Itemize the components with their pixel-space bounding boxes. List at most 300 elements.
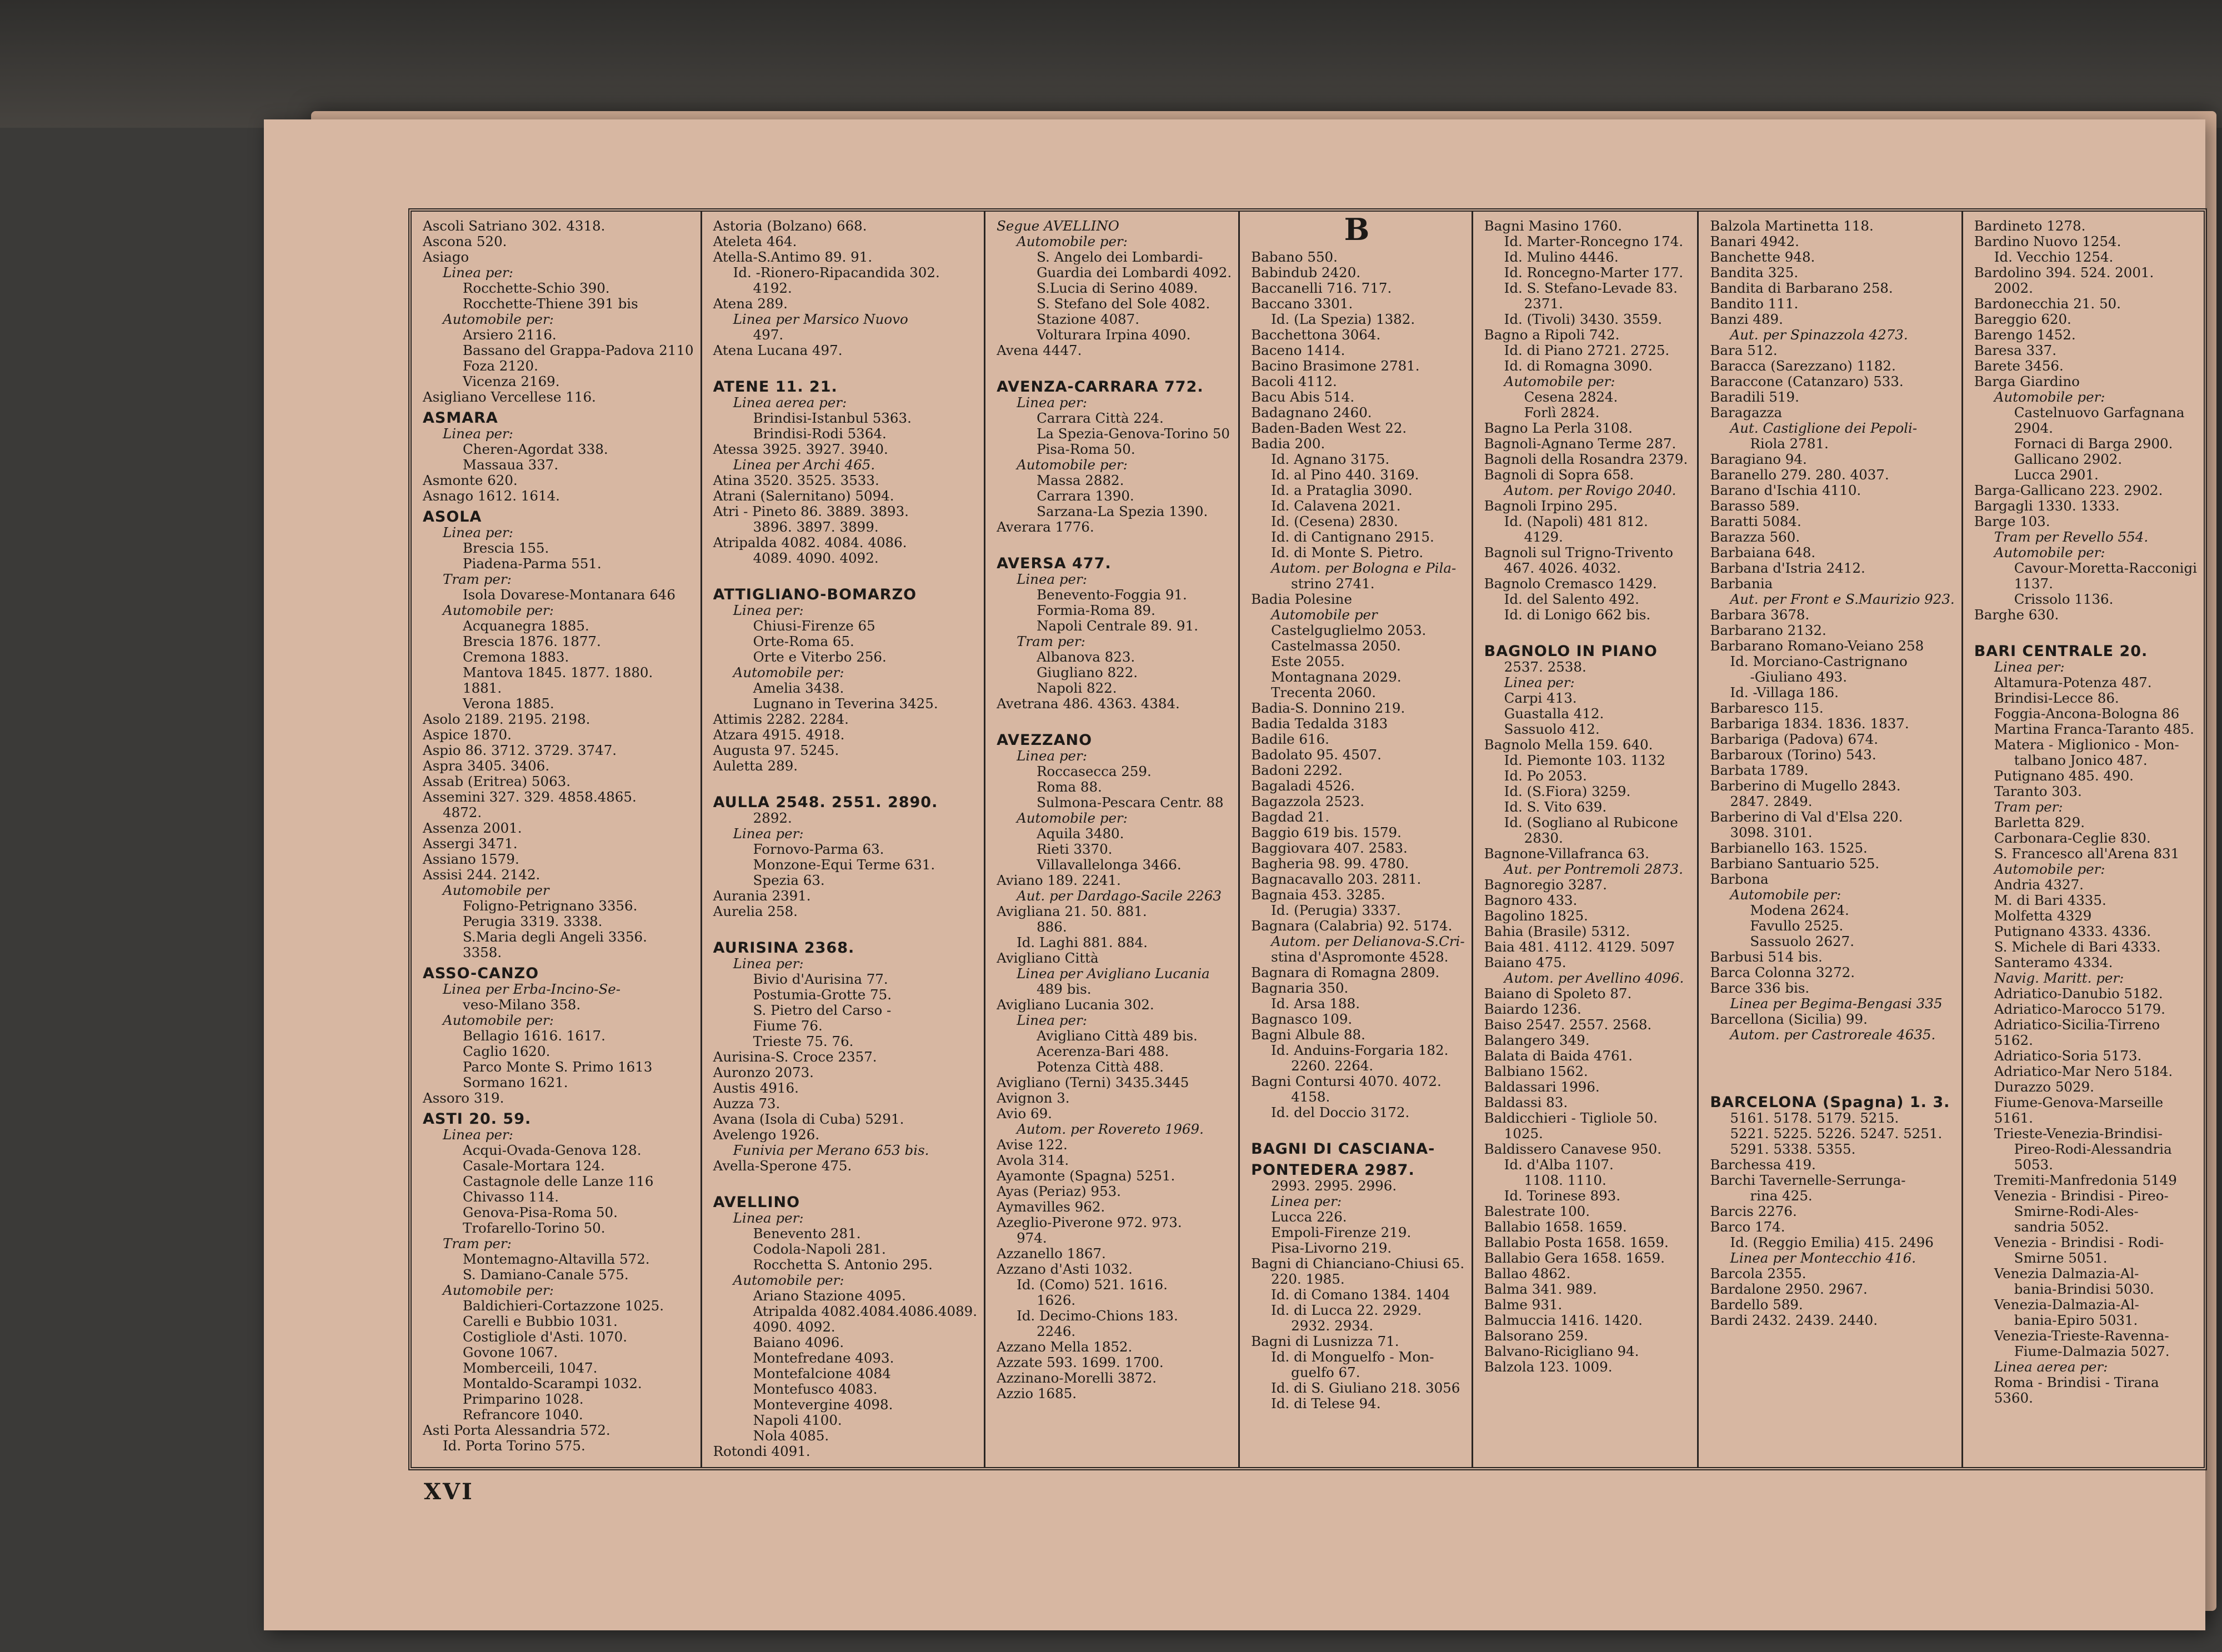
index-entry: Assenza 2001. — [423, 820, 522, 836]
index-entry: Astoria (Bolzano) 668. — [713, 218, 867, 234]
index-entry: Id. (Sogliano al Rubicone — [1504, 814, 1678, 830]
index-entry: Aurania 2391. — [713, 888, 811, 904]
index-entry — [1710, 1043, 1954, 1058]
index-entry: Baiano 4096. — [753, 1334, 844, 1350]
index-entry: Bagnara di Romagna 2809. — [1251, 964, 1440, 980]
index-entry: 974. — [1017, 1230, 1047, 1246]
index-entry: Autom. per Castroreale 4635. — [1730, 1027, 1936, 1043]
index-entry: Bardonecchia 21. 50. — [1974, 296, 2121, 312]
index-entry: Barca Colonna 3272. — [1710, 964, 1855, 980]
index-entry: Assergi 3471. — [423, 835, 518, 852]
index-entry: Bagdad 21. — [1251, 809, 1330, 825]
index-entry: Barano d'Ischia 4110. — [1710, 482, 1861, 498]
index-entry — [1974, 623, 2197, 638]
index-entry: Baggiovara 407. 2583. — [1251, 840, 1408, 856]
index-entry: Barco 174. — [1710, 1219, 1785, 1235]
index-entry: 5221. 5225. 5226. 5247. 5251. — [1730, 1125, 1943, 1142]
index-entry: 2830. — [1524, 830, 1563, 846]
index-entry: Austis 4916. — [713, 1080, 799, 1096]
index-entry: Azzanello 1867. — [997, 1245, 1106, 1261]
index-entry: Pisa-Livorno 219. — [1271, 1240, 1392, 1256]
index-entry: Balata di Baida 4761. — [1484, 1048, 1633, 1064]
index-entry: Bareggio 620. — [1974, 311, 2071, 327]
index-entry: Babindub 2420. — [1251, 264, 1361, 281]
index-frame — [408, 208, 2207, 1470]
index-entry: Baccanelli 716. 717. — [1251, 280, 1392, 296]
index-entry: 2847. 2849. — [1730, 793, 1813, 809]
index-entry: Baiso 2547. 2557. 2568. — [1484, 1017, 1652, 1033]
index-entry: Venezia Dalmazia-Al- — [1994, 1265, 2139, 1281]
index-entry: Id. di S. Giuliano 218. 3056 — [1271, 1380, 1460, 1396]
index-entry: 4872. — [443, 804, 482, 820]
index-entry: Automobile per: — [1017, 457, 1128, 473]
index-entry: Avigliana 21. 50. 881. — [997, 903, 1147, 919]
index-entry: Formia-Roma 89. — [1037, 602, 1155, 618]
index-entry: Banzi 489. — [1710, 311, 1783, 327]
section-heading: BAGNOLO IN PIANO — [1484, 643, 1658, 660]
index-entry: 4090. 4092. — [753, 1319, 835, 1335]
index-entry: Putignano 485. 490. — [1994, 768, 2134, 784]
index-entry: Id. S. Stefano-Levade 83. — [1504, 280, 1678, 296]
index-entry: Assiano 1579. — [423, 851, 519, 867]
index-entry: Auzza 73. — [713, 1095, 780, 1112]
book-spine-background — [0, 0, 2222, 128]
section-heading: AVEZZANO — [997, 732, 1093, 749]
index-entry: Fornaci di Barga 2900. — [2014, 435, 2173, 452]
index-entry: Atena 289. — [713, 296, 788, 312]
index-entry: Rocchetta S. Antonio 295. — [753, 1256, 933, 1273]
index-entry: Rocchette-Thiene 391 bis — [463, 296, 638, 312]
index-entry: Napoli 822. — [1037, 680, 1117, 696]
index-entry: veso-Milano 358. — [463, 997, 581, 1013]
index-entry: Montagnana 2029. — [1271, 669, 1402, 685]
index-entry: strino 2741. — [1291, 575, 1375, 592]
index-entry: Atzara 4915. 4918. — [713, 727, 845, 743]
index-entry: Autom. per Rovereto 1969. — [1017, 1121, 1204, 1137]
index-entry: Bahia (Brasile) 5312. — [1484, 923, 1630, 939]
index-entry: Sormano 1621. — [463, 1074, 568, 1090]
index-entry: Bagno a Ripoli 742. — [1484, 327, 1620, 343]
index-entry: Casale-Mortara 124. — [463, 1158, 605, 1174]
index-entry: Chiusi-Firenze 65 — [753, 618, 875, 634]
index-entry: Caglio 1620. — [463, 1043, 551, 1059]
index-entry — [713, 566, 977, 582]
index-entry: guelfo 67. — [1291, 1364, 1360, 1380]
index-entry: Barbarano Romano-Veiano 258 — [1710, 638, 1924, 654]
index-entry: 220. 1985. — [1271, 1271, 1345, 1287]
index-entry: Funivia per Merano 653 bis. — [733, 1142, 929, 1158]
index-entry: Ariano Stazione 4095. — [753, 1288, 906, 1304]
index-entry: Bagni Albule 88. — [1251, 1027, 1365, 1043]
index-entry: Montemagno-Altavilla 572. — [463, 1251, 650, 1267]
index-column-1 — [412, 212, 702, 1467]
section-heading: AULLA 2548. 2551. 2890. — [713, 794, 938, 811]
index-entry: Badoni 2292. — [1251, 762, 1343, 778]
index-entry: Aut. per Dardago-Sacile 2263 — [1017, 888, 1222, 904]
index-entry: 2002. — [1994, 280, 2033, 296]
index-entry: Augusta 97. 5245. — [713, 742, 839, 758]
index-entry: Monzone-Equi Terme 631. — [753, 857, 935, 873]
index-entry: Baldassari 1996. — [1484, 1079, 1600, 1095]
index-entry: S. Francesco all'Arena 831 — [1994, 845, 2180, 862]
index-entry: Aviano 189. 2241. — [997, 872, 1121, 888]
index-entry: Aquila 3480. — [1037, 825, 1124, 842]
index-entry: M. di Bari 4335. — [1994, 892, 2106, 908]
index-entry: Avio 69. — [997, 1105, 1052, 1122]
index-entry: Autom. per Rovigo 2040. — [1504, 482, 1676, 498]
index-entry: Postumia-Grotte 75. — [753, 987, 892, 1003]
index-entry: Linea per Montecchio 416. — [1730, 1250, 1916, 1266]
index-entry: Baiano di Spoleto 87. — [1484, 985, 1632, 1002]
index-entry: Este 2055. — [1271, 653, 1345, 669]
index-entry: Isola Dovarese-Montanara 646 — [463, 587, 675, 603]
index-entry: 1025. — [1504, 1125, 1543, 1142]
index-entry: Barga Giardino — [1974, 373, 2080, 389]
index-entry: 1137. — [2014, 575, 2053, 592]
index-entry: Linea per: — [1994, 659, 2065, 675]
index-entry: Aymavilles 962. — [997, 1199, 1105, 1215]
index-entry: Spezia 63. — [753, 872, 825, 888]
index-entry — [1710, 1058, 1954, 1074]
index-entry — [1710, 1074, 1954, 1089]
index-entry: Bandita 325. — [1710, 264, 1799, 281]
index-entry: 2932. 2934. — [1291, 1318, 1374, 1334]
index-entry: Id. Marter-Roncegno 174. — [1504, 233, 1684, 249]
index-entry: Avigliano (Terni) 3435.3445 — [997, 1074, 1189, 1090]
index-entry: Id. Morciano-Castrignano — [1730, 653, 1908, 669]
index-entry: Bagni di Lusnizza 71. — [1251, 1333, 1399, 1349]
index-entry: 497. — [753, 327, 784, 343]
index-entry: Id. Anduins-Forgaria 182. — [1271, 1042, 1449, 1058]
index-entry: Azzano d'Asti 1032. — [997, 1261, 1133, 1277]
index-entry: Ascoli Satriano 302. 4318. — [423, 218, 605, 234]
index-entry: Bagnasco 109. — [1251, 1011, 1353, 1027]
index-entry: 5161. — [1994, 1110, 2033, 1126]
index-entry: Id. di Lonigo 662 bis. — [1504, 607, 1651, 623]
index-entry: Balme 931. — [1484, 1296, 1563, 1313]
index-entry: Trieste 75. 76. — [753, 1033, 854, 1049]
index-entry: Bagnacavallo 203. 2811. — [1251, 871, 1422, 887]
index-entry: Linea per Marsico Nuovo — [733, 311, 908, 327]
index-entry: Bagnolo Mella 159. 640. — [1484, 737, 1653, 753]
index-entry: Linea per: — [1017, 394, 1087, 411]
index-entry: Automobile per: — [1730, 887, 1841, 903]
index-entry: Linea per: — [1017, 571, 1087, 587]
index-entry: Linea per: — [443, 264, 513, 281]
index-entry: -Giuliano 493. — [1750, 669, 1848, 685]
index-entry: 2892. — [753, 810, 792, 826]
index-entry: Linea aerea per: — [733, 394, 847, 411]
index-entry: Barletta 829. — [1994, 814, 2085, 830]
index-entry: Aut. per Spinazzola 4273. — [1730, 327, 1908, 343]
index-entry: Ballabio Gera 1658. 1659. — [1484, 1250, 1665, 1266]
index-entry: Balmuccia 1416. 1420. — [1484, 1312, 1643, 1328]
index-entry: Carrara 1390. — [1037, 488, 1134, 504]
index-entry: Parco Monte S. Primo 1613 — [463, 1059, 653, 1075]
index-entry: Id. di Romagna 3090. — [1504, 358, 1653, 374]
index-entry: Piadena-Parma 551. — [463, 555, 602, 572]
index-entry: Id. Porta Torino 575. — [443, 1438, 585, 1454]
index-entry: Balma 341. 989. — [1484, 1281, 1597, 1297]
index-entry: Asolo 2189. 2195. 2198. — [423, 711, 590, 727]
index-entry: Albanova 823. — [1037, 649, 1135, 665]
index-entry: 1108. 1110. — [1524, 1172, 1607, 1188]
index-entry: Id. Vecchio 1254. — [1994, 249, 2114, 265]
index-entry: Durazzo 5029. — [1994, 1079, 2094, 1095]
index-entry: Bagnoregio 3287. — [1484, 877, 1607, 893]
index-entry: S. Stefano del Sole 4082. — [1037, 296, 1210, 312]
index-entry: Roma 88. — [1037, 779, 1102, 795]
timetable-index-page — [264, 119, 2205, 1630]
index-entry: Pireo-Rodi-Alessandria — [2014, 1141, 2172, 1157]
index-entry: Barbana d'Istria 2412. — [1710, 560, 1865, 576]
index-entry: Villavallelonga 3466. — [1037, 857, 1182, 873]
section-heading: ATTIGLIANO-BOMARZO — [713, 586, 917, 603]
index-entry: Bagnoli di Sopra 658. — [1484, 467, 1634, 483]
index-entry: Baldicchieri - Tigliole 50. — [1484, 1110, 1658, 1126]
index-entry: Tram per Revello 554. — [1994, 529, 2149, 545]
index-entry: stina d'Aspromonte 4528. — [1271, 949, 1449, 965]
index-entry: Venezia - Brindisi - Rodi- — [1994, 1234, 2164, 1250]
index-entry: Codola-Napoli 281. — [753, 1241, 886, 1257]
index-entry: Barbariga (Padova) 674. — [1710, 731, 1878, 747]
index-entry: Barchessa 419. — [1710, 1157, 1816, 1173]
index-entry: Pisa-Roma 50. — [1037, 441, 1135, 457]
index-entry: Barbata 1789. — [1710, 762, 1809, 778]
index-entry: Badia-S. Donnino 219. — [1251, 700, 1405, 716]
index-entry: Bagnaria 350. — [1251, 980, 1349, 996]
index-entry: Auronzo 2073. — [713, 1064, 814, 1080]
index-entry: 4192. — [753, 280, 792, 296]
index-entry: Azzano Mella 1852. — [997, 1339, 1133, 1355]
index-entry: S.Lucia di Serino 4089. — [1037, 280, 1198, 296]
index-entry: Ayas (Periaz) 953. — [997, 1183, 1121, 1199]
index-entry: Brindisi-Istanbul 5363. — [753, 410, 912, 426]
index-entry: Linea per Begima-Bengasi 335 — [1730, 995, 1943, 1012]
index-entry: Baldassi 83. — [1484, 1094, 1568, 1110]
index-entry: Baresa 337. — [1974, 342, 2057, 358]
index-entry: Carelli e Bubbio 1031. — [463, 1313, 618, 1329]
index-entry: 2260. 2264. — [1291, 1058, 1374, 1074]
index-entry: Automobile per: — [1994, 389, 2105, 405]
index-entry: Barazza 560. — [1710, 529, 1800, 545]
index-entry: Barchi Tavernelle-Serrunga- — [1710, 1172, 1906, 1188]
index-entry: Id. Roncegno-Marter 177. — [1504, 264, 1684, 281]
index-entry: Bagni di Chianciano-Chiusi 65. — [1251, 1255, 1465, 1271]
index-entry: Automobile per: — [443, 1012, 554, 1028]
index-entry: Autom. per Delianova-S.Cri- — [1271, 933, 1465, 949]
index-entry: Averara 1776. — [997, 519, 1094, 535]
index-entry: Brescia 1876. 1877. — [463, 633, 601, 649]
index-entry: Santeramo 4334. — [1994, 954, 2113, 970]
index-entry: Avigliano Lucania 302. — [997, 997, 1154, 1013]
index-entry: Id. (Tivoli) 3430. 3559. — [1504, 311, 1663, 327]
index-entry: Automobile per — [443, 882, 549, 898]
index-entry: Asnago 1612. 1614. — [423, 488, 560, 504]
index-entry: Modena 2624. — [1750, 902, 1849, 918]
section-heading: PONTEDERA 2987. — [1251, 1162, 1415, 1179]
index-entry: Id. di Lucca 22. 2929. — [1271, 1302, 1422, 1318]
index-entry: bania-Brindisi 5030. — [2014, 1281, 2154, 1297]
index-entry: Id. a Prataglia 3090. — [1271, 482, 1413, 498]
index-entry: Linea per: — [1017, 1012, 1087, 1028]
index-entry: Montefredane 4093. — [753, 1350, 894, 1366]
index-entry: Refrancore 1040. — [463, 1406, 583, 1423]
index-entry: Chivasso 114. — [463, 1189, 559, 1205]
index-entry: Id. Arsa 188. — [1271, 995, 1360, 1012]
index-entry: Bagni Masino 1760. — [1484, 218, 1622, 234]
index-entry: Asiago — [423, 249, 469, 265]
index-entry: Castagnole delle Lanze 116 — [463, 1173, 654, 1189]
index-entry: Linea per: — [1271, 1193, 1342, 1209]
index-entry: Bagnaia 453. 3285. — [1251, 887, 1385, 903]
index-entry: Barcis 2276. — [1710, 1203, 1797, 1219]
index-entry: 2371. — [1524, 296, 1563, 312]
index-entry: Id. (S.Fiora) 3259. — [1504, 783, 1631, 799]
index-entry: Adriatico-Marocco 5179. — [1994, 1001, 2165, 1017]
index-entry: Balangero 349. — [1484, 1032, 1590, 1048]
index-entry: Andria 4327. — [1994, 877, 2084, 893]
index-entry: Assoro 319. — [423, 1090, 504, 1106]
index-entry: 3098. 3101. — [1730, 824, 1813, 840]
index-entry: Id. Mulino 4446. — [1504, 249, 1619, 265]
index-entry: Giugliano 822. — [1037, 664, 1138, 680]
index-entry — [713, 1174, 977, 1189]
index-entry: Id. di Piano 2721. 2725. — [1504, 342, 1670, 358]
index-entry: Venezia - Brindisi - Pireo- — [1994, 1188, 2169, 1204]
index-entry: 886. — [1037, 919, 1067, 935]
index-entry: Foligno-Petrignano 3356. — [463, 898, 638, 914]
index-entry: Orte e Viterbo 256. — [753, 649, 887, 665]
index-entry: Linea per: — [733, 955, 804, 972]
index-entry: Atripalda 4082. 4084. 4086. — [713, 534, 907, 550]
index-entry: Guardia dei Lombardi 4092. — [1037, 264, 1232, 281]
index-entry: Rotondi 4091. — [713, 1443, 810, 1459]
index-entry: Atessa 3925. 3927. 3940. — [713, 441, 888, 457]
index-entry: Bardello 589. — [1710, 1296, 1803, 1313]
index-entry: Putignano 4333. 4336. — [1994, 923, 2151, 939]
index-entry: Bardi 2432. 2439. 2440. — [1710, 1312, 1878, 1328]
index-entry: Riola 2781. — [1750, 435, 1829, 452]
index-entry: Automobile per: — [1017, 810, 1128, 826]
index-entry: Id. di Cantignano 2915. — [1271, 529, 1434, 545]
index-entry: Avigliano Città 489 bis. — [1037, 1028, 1198, 1044]
index-entry: Barcellona (Sicilia) 99. — [1710, 1011, 1868, 1027]
index-entry: S. Michele di Bari 4333. — [1994, 939, 2161, 955]
index-entry: Primparino 1028. — [463, 1391, 584, 1407]
index-entry: Favullo 2525. — [1750, 918, 1844, 934]
index-entry: 2537. 2538. — [1504, 659, 1587, 675]
index-entry: Aspice 1870. — [423, 727, 512, 743]
index-entry: Atrani (Salernitano) 5094. — [713, 488, 894, 504]
index-entry: Babano 550. — [1251, 249, 1338, 265]
index-entry: Id. Decimo-Chions 183. — [1017, 1308, 1178, 1324]
index-entry: Cavour-Moretta-Racconigi — [2014, 560, 2197, 576]
index-entry: Barcola 2355. — [1710, 1265, 1806, 1281]
index-entry: Navig. Maritt. per: — [1994, 970, 2124, 986]
index-entry: 2904. — [2014, 420, 2053, 436]
index-entry: Linea per: — [733, 1210, 804, 1226]
index-entry: 4089. 4090. 4092. — [753, 550, 879, 566]
index-entry: Fiume 76. — [753, 1018, 823, 1034]
index-entry: Sassuolo 412. — [1504, 721, 1600, 737]
index-entry: Azzio 1685. — [997, 1385, 1077, 1401]
index-entry: Baradili 519. — [1710, 389, 1799, 405]
index-entry: Aurisina-S. Croce 2357. — [713, 1049, 877, 1065]
index-entry: Acquanegra 1885. — [463, 618, 589, 634]
index-entry: Barbiano Santuario 525. — [1710, 855, 1880, 872]
index-entry: Linea per: — [733, 825, 804, 842]
index-entry: Avola 314. — [997, 1152, 1069, 1168]
index-entry: Bacu Abis 514. — [1251, 389, 1355, 405]
index-entry: 4129. — [1524, 529, 1563, 545]
index-entry: Assemini 327. 329. 4858.4865. — [423, 789, 637, 805]
index-entry: Nola 4085. — [753, 1428, 829, 1444]
index-entry: Automobile per: — [1504, 373, 1615, 389]
index-entry: Id. S. Vito 639. — [1504, 799, 1607, 815]
index-entry: Baiano 475. — [1484, 954, 1567, 970]
index-entry: Avelengo 1926. — [713, 1127, 820, 1143]
index-entry: Aspra 3405. 3406. — [423, 758, 550, 774]
index-entry: 3358. — [463, 944, 502, 960]
index-entry: Momberceili, 1047. — [463, 1360, 598, 1376]
index-entry: Ballao 4862. — [1484, 1265, 1571, 1281]
index-entry: 5162. — [1994, 1032, 2033, 1048]
index-entry: Bara 512. — [1710, 342, 1778, 358]
index-entry: Montefalcione 4084 — [753, 1365, 891, 1381]
index-entry: Linea per: — [1017, 748, 1087, 764]
index-entry: Balzola 123. 1009. — [1484, 1359, 1613, 1375]
index-entry: Ballabio 1658. 1659. — [1484, 1219, 1627, 1235]
index-entry: Asti Porta Alessandria 572. — [423, 1422, 610, 1438]
index-entry: Badagnano 2460. — [1251, 404, 1372, 420]
index-entry: Balbiano 1562. — [1484, 1063, 1588, 1079]
index-entry: Id. -Rionero-Ripacandida 302. — [733, 264, 940, 281]
index-entry: Barbania — [1710, 575, 1773, 592]
index-entry: Asigliano Vercellese 116. — [423, 389, 596, 405]
index-entry: Id. di Telese 94. — [1271, 1395, 1381, 1411]
index-entry: Napoli 4100. — [753, 1412, 842, 1428]
index-entry: Carbonara-Ceglie 830. — [1994, 830, 2151, 846]
index-entry: Bardineto 1278. — [1974, 218, 2086, 234]
index-column-5 — [1473, 212, 1699, 1467]
index-entry: Arsiero 2116. — [463, 327, 557, 343]
index-columns — [412, 212, 2204, 1467]
index-entry: S. Damiano-Canale 575. — [463, 1266, 629, 1283]
index-entry: Barasso 589. — [1710, 498, 1800, 514]
index-entry: Baldichieri-Cortazzone 1025. — [463, 1298, 664, 1314]
index-entry: Barbarano 2132. — [1710, 622, 1826, 638]
index-entry: Bagnara (Calabria) 92. 5174. — [1251, 918, 1453, 934]
index-entry: 2993. 2995. 2996. — [1271, 1178, 1397, 1194]
index-entry: Bandito 111. — [1710, 296, 1799, 312]
index-entry: Linea per Avigliano Lucania — [1017, 965, 1210, 982]
index-entry: Linea per: — [443, 1127, 513, 1143]
section-heading: ASSO-CANZO — [423, 965, 539, 982]
index-entry: Segue AVELLINO — [997, 218, 1119, 234]
index-entry: Linea per Archi 465. — [733, 457, 875, 473]
index-entry: Benevento-Foggia 91. — [1037, 587, 1187, 603]
index-entry: Linea per: — [733, 602, 804, 618]
index-entry: Volturara Irpina 4090. — [1037, 327, 1191, 343]
index-entry: Avella-Sperone 475. — [713, 1158, 852, 1174]
index-entry: Montaldo-Scarampi 1032. — [463, 1375, 642, 1391]
index-entry: Carpi 413. — [1504, 690, 1577, 706]
index-column-2 — [702, 212, 985, 1467]
index-entry: Adriatico-Soria 5173. — [1994, 1048, 2142, 1064]
index-entry: Bagnoro 433. — [1484, 892, 1578, 908]
index-column-4 — [1240, 212, 1473, 1467]
